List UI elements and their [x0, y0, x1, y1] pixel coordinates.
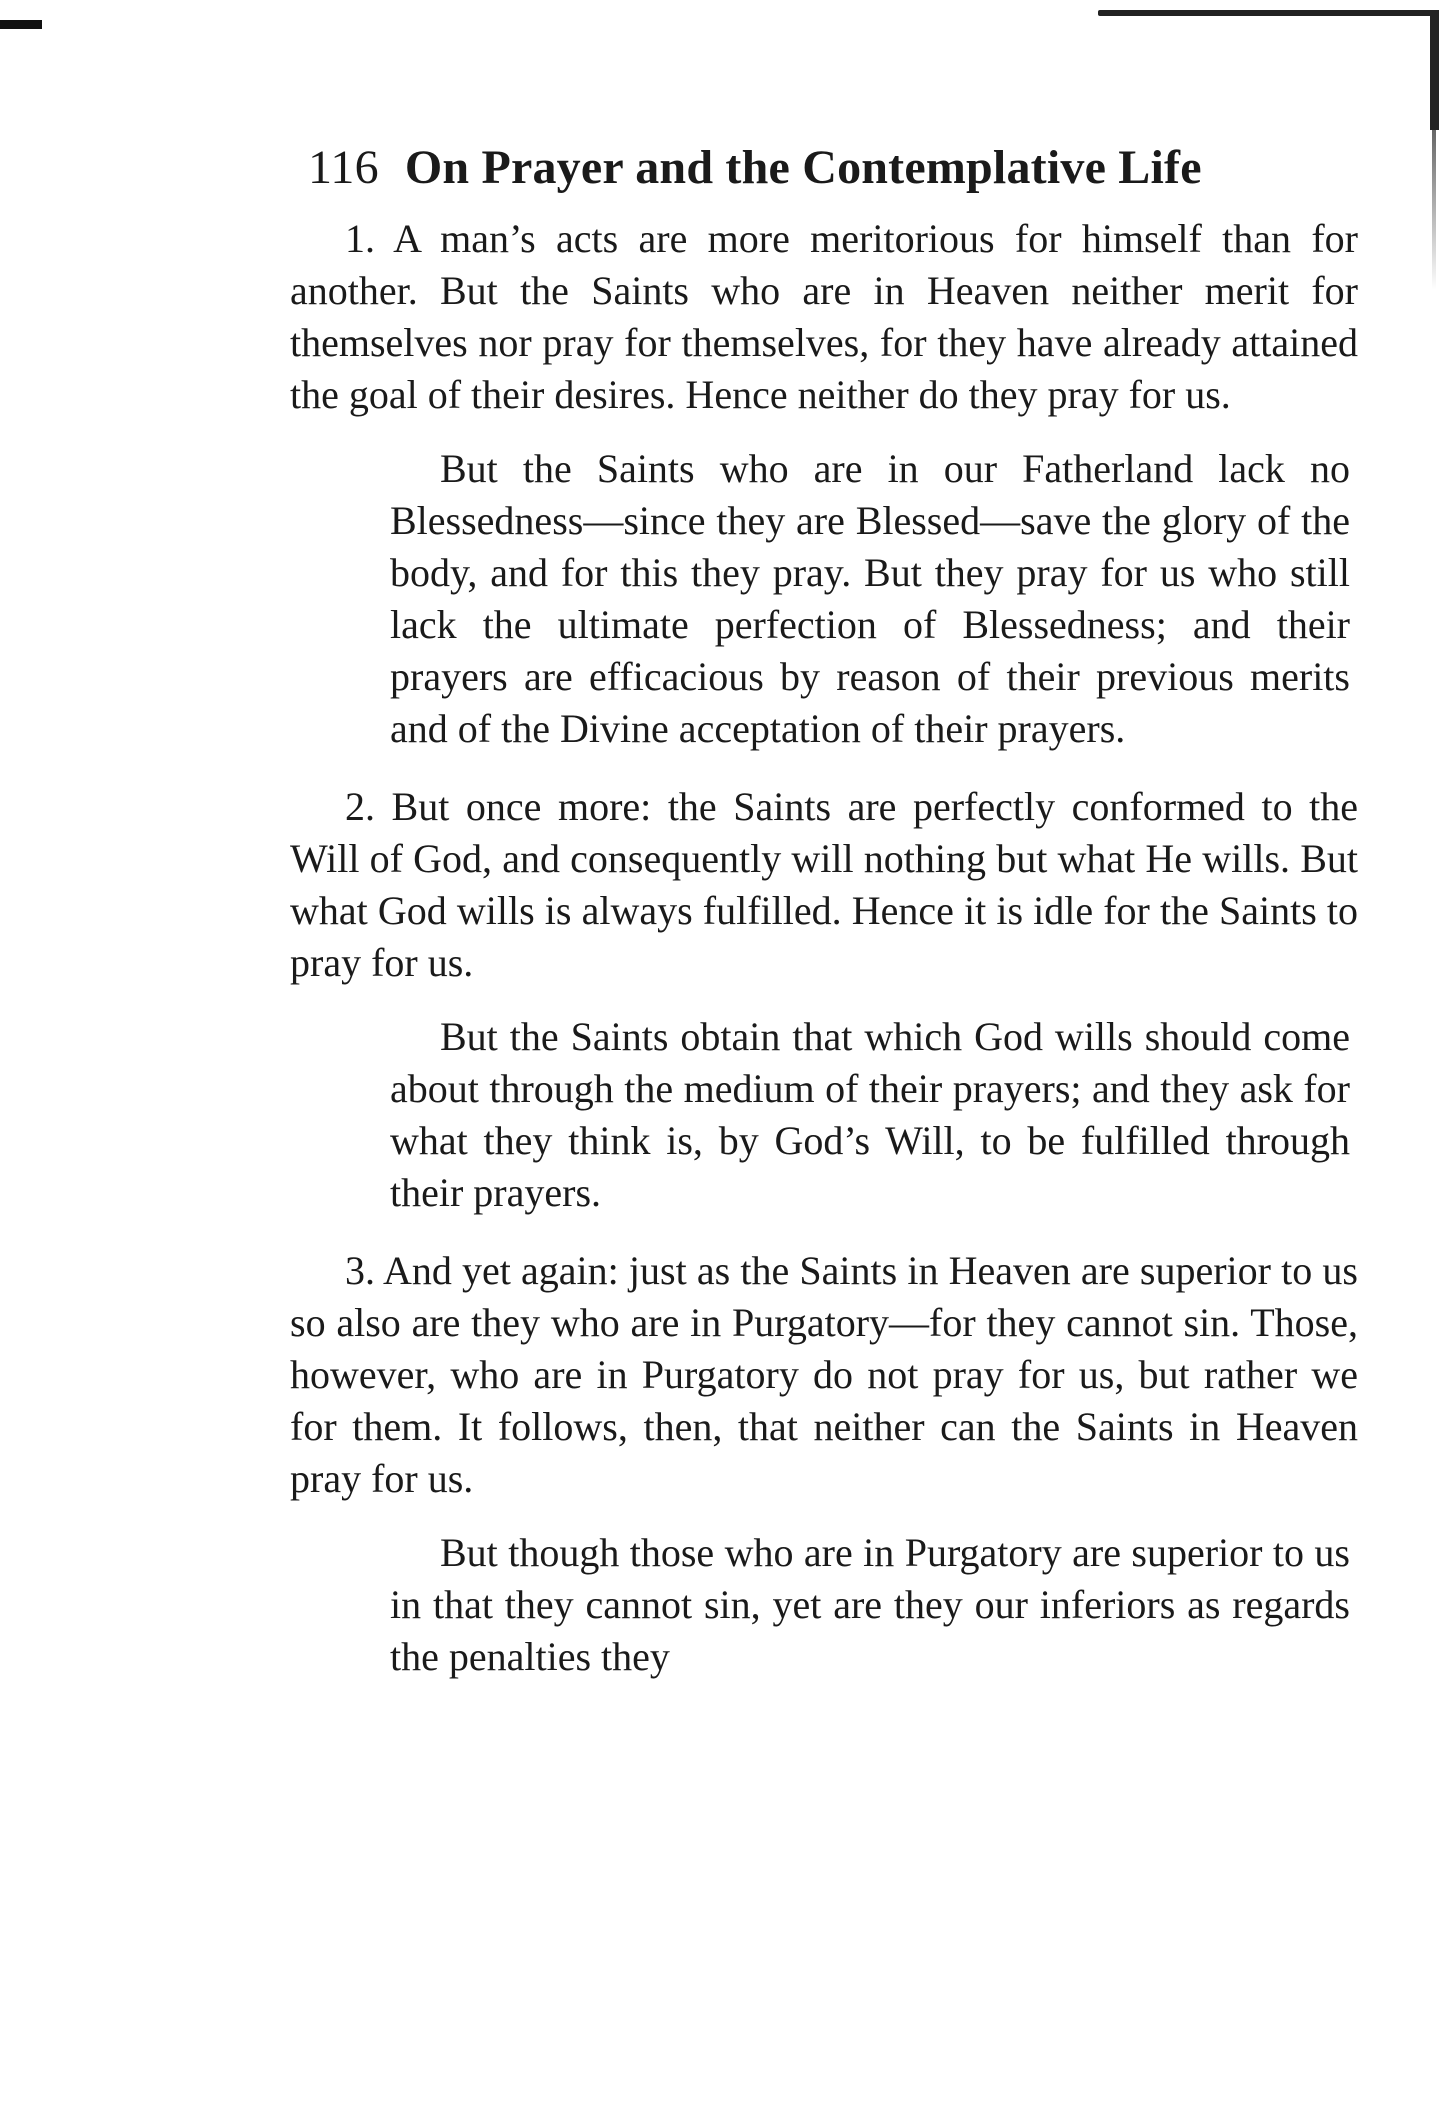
objection-1-paragraph: 1. A man’s acts are more meritorious for himself than for another. But the Saints who are in Heaven neither merit for themselves nor pray for themselves, for they have already attained the goal of their desires. Hence neither do they pray for us.	[290, 216, 1358, 417]
objection-3-paragraph: 3. And yet again: just as the Saints in Heaven are superior to us so also are they who are in Purgatory—for they cannot sin. Those, however, who are in Purgatory do not pray for us, but rather we for them. It follows, then, that neither can the Saints in Heaven pray for us.	[290, 1248, 1358, 1501]
scan-mark-topleft	[0, 20, 42, 29]
paragraph-gap	[290, 755, 1370, 781]
chapter-title: On Prayer and the Contemplative Life	[404, 141, 1202, 194]
paragraph-gap	[290, 1219, 1370, 1245]
book-page	[290, 140, 1370, 1683]
paragraph-gap	[290, 989, 1370, 1011]
page-number: 116	[308, 141, 379, 194]
scan-edge-top	[1098, 10, 1438, 16]
paragraph-gap	[290, 1505, 1370, 1527]
scan-edge-right-fade	[1432, 130, 1436, 290]
reply-1-paragraph: But the Saints who are in our Fatherland lack no Blessedness—since they are Blessed—save the glory of the body, and for this they pray. But they pray for us who still lack the ultimate perfection of Blessedness; and their prayers are efficacious by reason of their previous merits and of the Divine acceptation of their prayers.	[390, 446, 1350, 751]
paragraph-gap	[290, 421, 1370, 443]
reply-3-paragraph: But though those who are in Purgatory are superior to us in that they cannot sin, yet are they our inferiors as regards the penalties they	[390, 1530, 1350, 1679]
objection-2-paragraph: 2. But once more: the Saints are perfectly conformed to the Will of God, and consequently will nothing but what He wills. But what God wills is always fulfilled. Hence it is idle for the Saints to pray for us.	[290, 784, 1358, 985]
scan-edge-right	[1430, 10, 1439, 130]
reply-2-paragraph: But the Saints obtain that which God wills should come about through the medium of their prayers; and they ask for what they think is, by God’s Will, to be fulfilled through their prayers.	[390, 1014, 1350, 1215]
running-head	[308, 140, 1370, 195]
